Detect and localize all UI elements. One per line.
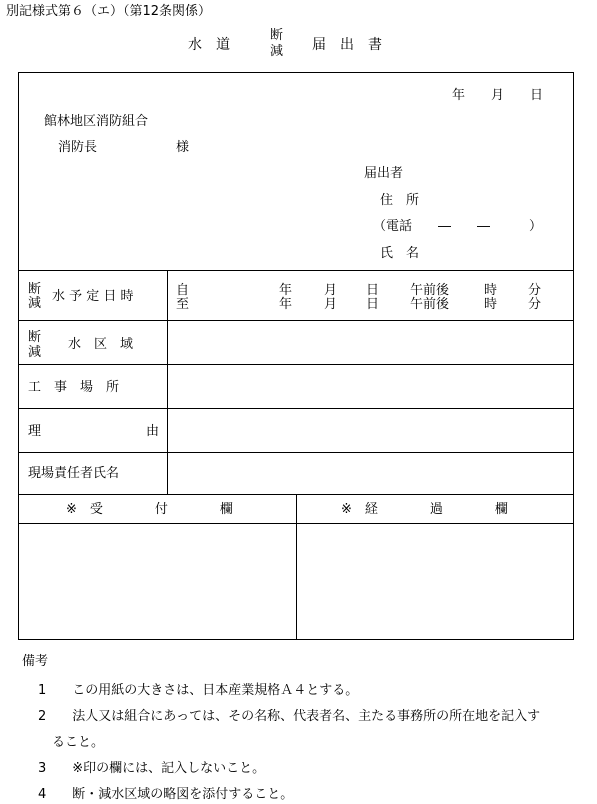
form-reference: 別記様式第６（エ）（第12条関係） bbox=[6, 4, 212, 19]
area-stack-top: 断 bbox=[28, 330, 42, 345]
divider-area bbox=[18, 320, 574, 321]
name-label: 氏 名 bbox=[380, 246, 420, 261]
reason-label-left: 理 bbox=[28, 424, 42, 439]
receipt-column-header: ※ 受 付 欄 bbox=[66, 502, 233, 517]
note-2-continued: ること。 bbox=[52, 735, 105, 750]
notes-title: 備考 bbox=[22, 654, 49, 669]
bottom-column-divider bbox=[296, 494, 297, 640]
divider-manager bbox=[18, 452, 574, 453]
divider-site bbox=[18, 364, 574, 365]
schedule-label: 水 予 定 日 時 bbox=[52, 289, 134, 304]
divider-schedule bbox=[18, 270, 574, 271]
title-left: 水 道 bbox=[188, 37, 230, 53]
reason-label-right: 由 bbox=[146, 424, 160, 439]
area-stack-bottom: 減 bbox=[28, 345, 42, 360]
address-label: 住 所 bbox=[380, 193, 420, 208]
divider-reason bbox=[18, 408, 574, 409]
phone-label: （電話 ― ― ） bbox=[373, 219, 543, 234]
from-year: 年 bbox=[279, 283, 293, 298]
title-right: 届 出 書 bbox=[312, 37, 382, 53]
title-stack-top: 断 bbox=[270, 28, 284, 43]
note-2: 2 法人又は組合にあっては、その名称、代表者名、主たる事務所の所在地を記入す bbox=[38, 709, 541, 724]
to-year: 年 bbox=[279, 297, 293, 312]
title-stack-bottom: 減 bbox=[270, 44, 284, 59]
addressee-honorific: 様 bbox=[176, 140, 190, 155]
note-1: 1 この用紙の大きさは、日本産業規格Ａ４とする。 bbox=[38, 683, 359, 698]
from-month: 月 bbox=[324, 283, 338, 298]
addressee-title: 消防長 bbox=[58, 140, 98, 155]
date-field: 年 月 日 bbox=[452, 88, 544, 103]
schedule-stack-top: 断 bbox=[28, 282, 42, 297]
from-minute: 分 bbox=[528, 283, 542, 298]
from-ampm: 午前後 bbox=[410, 283, 450, 298]
from-day: 日 bbox=[366, 283, 380, 298]
to-day: 日 bbox=[366, 297, 380, 312]
from-label: 自 bbox=[176, 283, 190, 298]
progress-column-header: ※ 経 過 欄 bbox=[341, 502, 508, 517]
area-label: 水 区 域 bbox=[68, 337, 134, 352]
note-3: 3 ※印の欄には、記入しないこと。 bbox=[38, 761, 266, 776]
applicant-label: 届出者 bbox=[364, 166, 404, 181]
schedule-stack-bottom: 減 bbox=[28, 296, 42, 311]
from-hour: 時 bbox=[484, 283, 498, 298]
to-hour: 時 bbox=[484, 297, 498, 312]
note-4: 4 断・減水区域の略図を添付すること。 bbox=[38, 787, 294, 802]
to-ampm: 午前後 bbox=[410, 297, 450, 312]
to-minute: 分 bbox=[528, 297, 542, 312]
manager-label: 現場責任者氏名 bbox=[28, 466, 120, 481]
label-column-divider bbox=[167, 270, 168, 494]
site-label: 工 事 場 所 bbox=[28, 380, 120, 395]
addressee-org: 館林地区消防組合 bbox=[44, 114, 149, 129]
to-label: 至 bbox=[176, 297, 190, 312]
to-month: 月 bbox=[324, 297, 338, 312]
